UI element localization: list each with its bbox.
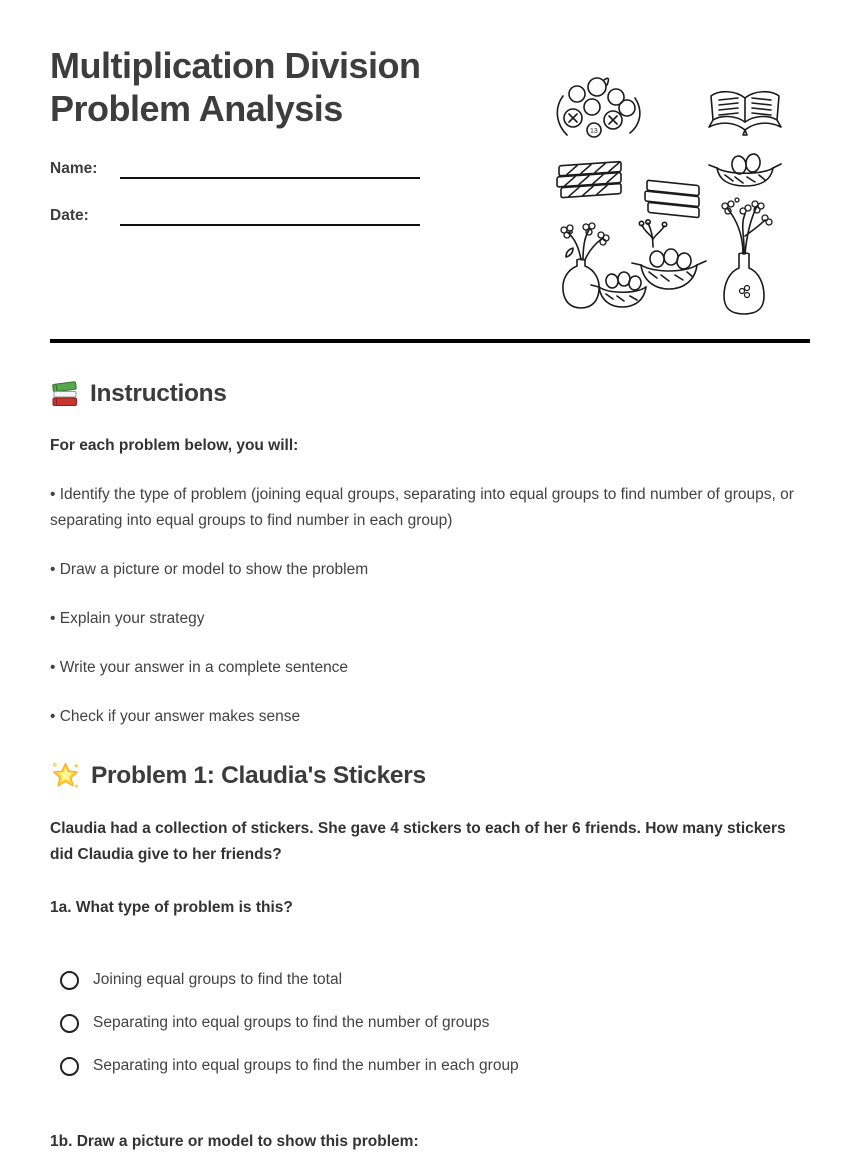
coins-doodle (557, 78, 640, 137)
radio-option-label: Separating into equal groups to find the number in each group (93, 1057, 519, 1075)
name-input-line[interactable] (120, 157, 420, 179)
sprig-doodle (639, 220, 666, 247)
bottle-vase-doodle (722, 198, 772, 314)
radio-option-separating-number-in-each-group[interactable] (60, 1054, 810, 1078)
doodle-illustration (551, 70, 803, 316)
question-1a-options (60, 968, 810, 1078)
book-stack2-doodle (645, 180, 699, 218)
date-input-line[interactable] (120, 204, 420, 226)
radio-option-label: Separating into equal groups to find the number of groups (93, 1014, 490, 1032)
instruction-bullet: • Identify the type of problem (joining equal groups, separating into equal groups to find number of groups, or separating into equal groups to find number in each group) (50, 486, 794, 530)
problem1-heading-text: Problem 1: Claudia's Stickers (91, 761, 426, 789)
nest-doodle (709, 153, 781, 186)
radio-button-icon[interactable] (60, 1057, 79, 1076)
instruction-bullet: • Check if your answer makes sense (50, 708, 301, 726)
name-label: Name: (50, 160, 98, 178)
question-1b-label: 1b. Draw a picture or model to show this problem: (50, 1133, 419, 1151)
question-1a-label: 1a. What type of problem is this? (50, 899, 293, 917)
instruction-bullet: • Explain your strategy (50, 610, 205, 628)
svg-text:13: 13 (590, 128, 598, 135)
instruction-bullet: • Draw a picture or model to show the problem (50, 561, 369, 579)
problem1-heading (50, 760, 810, 791)
page-title: Multiplication Division Problem Analysis (50, 45, 421, 130)
radio-button-icon[interactable] (60, 1014, 79, 1033)
problem1-statement: Claudia had a collection of stickers. She gave 4 stickers to each of her 6 friends. How many stickers did Claudia give to her friends? (50, 820, 786, 864)
glowing-star-icon (50, 760, 81, 791)
instructions-heading-text: Instructions (90, 380, 227, 408)
section-divider (50, 339, 810, 343)
nests-doodle (591, 249, 706, 307)
instructions-heading (50, 379, 810, 409)
radio-button-icon[interactable] (60, 971, 79, 990)
instructions-intro: For each problem below, you will: (50, 437, 299, 455)
radio-option-separating-number-of-groups[interactable] (60, 1011, 810, 1035)
book-stack-doodle (557, 162, 621, 198)
open-book-doodle (709, 92, 781, 135)
radio-option-joining-equal-groups[interactable] (60, 968, 810, 992)
books-icon (50, 379, 80, 409)
radio-option-label: Joining equal groups to find the total (93, 971, 343, 989)
date-label: Date: (50, 207, 89, 225)
instruction-bullet: • Write your answer in a complete sentence (50, 659, 349, 677)
